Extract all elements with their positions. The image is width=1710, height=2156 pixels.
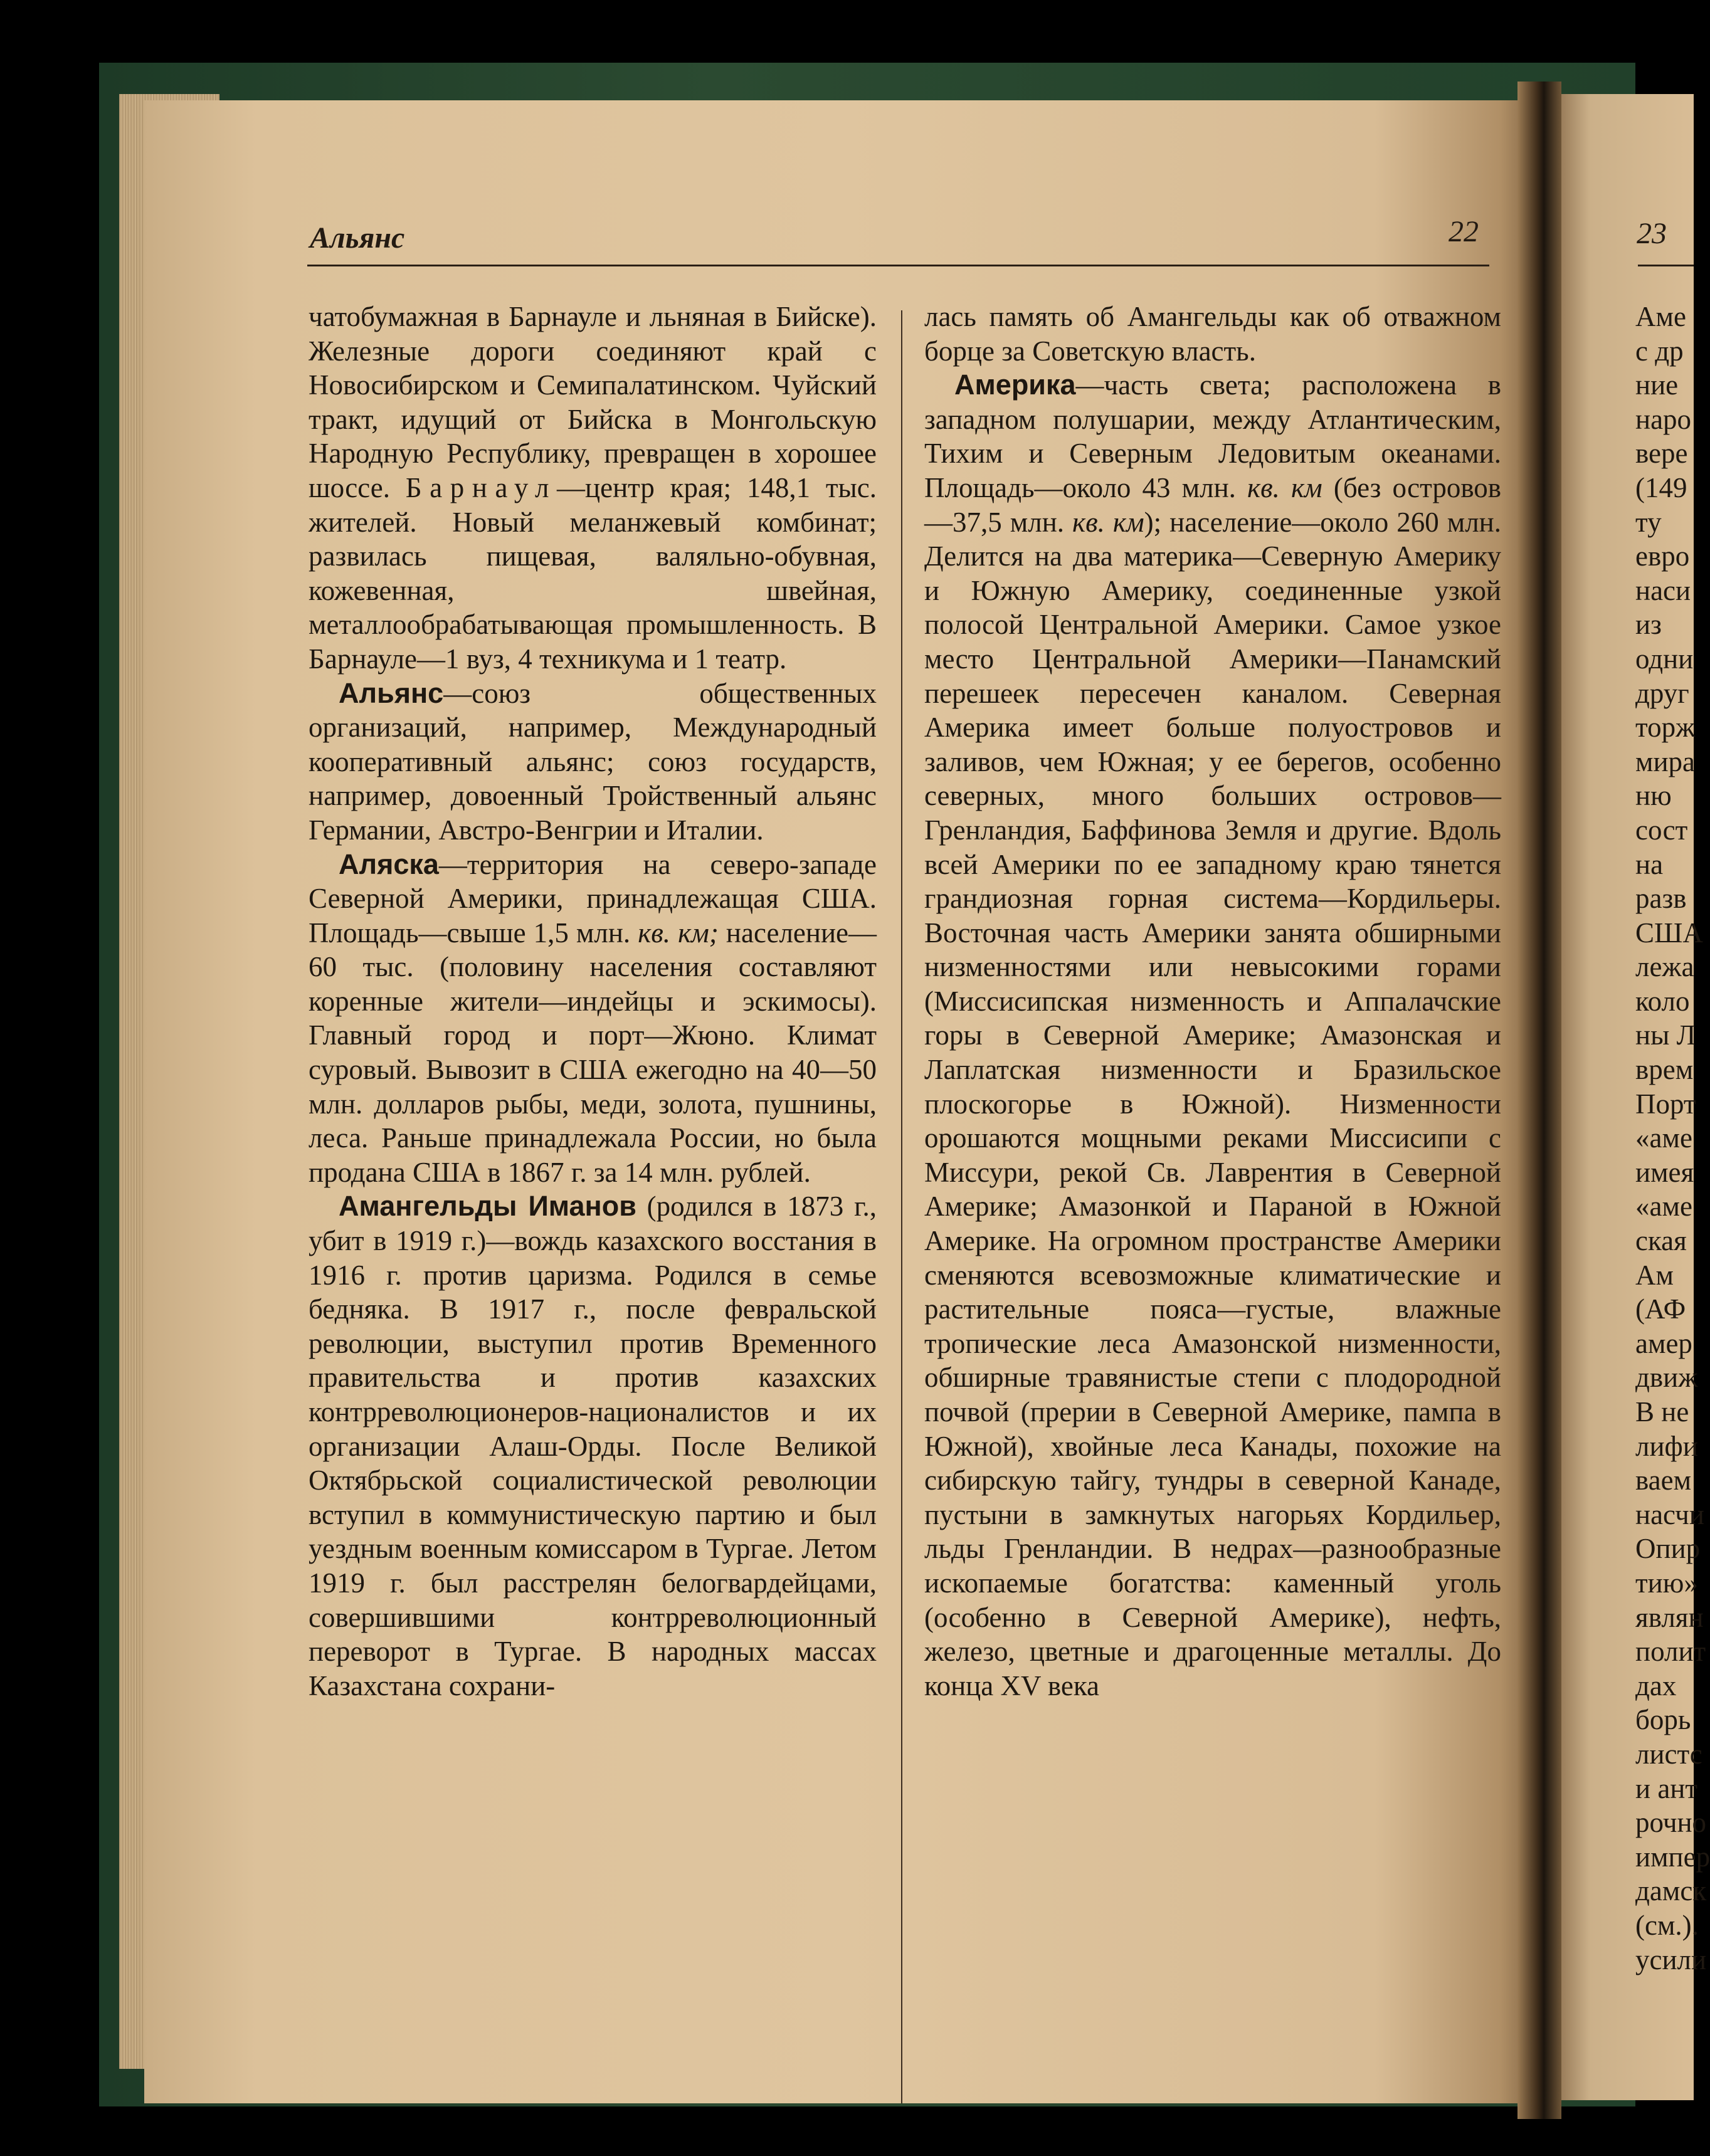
fragment-line: являн — [1635, 1601, 1704, 1633]
unit-text: кв. км; — [638, 917, 719, 949]
fragment-line: Порт — [1635, 1088, 1696, 1120]
entry-text: лась память об Амангельды как об отважном борце за Советскую власть. — [924, 301, 1501, 367]
fragment-line: борь — [1635, 1704, 1691, 1736]
entry-alaska — [309, 848, 877, 1190]
fragment-line: друг — [1635, 677, 1689, 709]
entry-term: Амангельды Иманов — [339, 1190, 636, 1223]
fragment-line: на — [1635, 848, 1664, 880]
entry-term: Америка — [954, 369, 1076, 401]
entry-alliance — [309, 676, 877, 848]
fragment-line: рочно — [1635, 1807, 1707, 1839]
fragment-line: ту — [1635, 506, 1662, 538]
fragment-line: дамск — [1635, 1875, 1707, 1907]
page-number-left: 22 — [1449, 215, 1479, 248]
fragment-line: дах — [1635, 1670, 1677, 1701]
fragment-line: ны Л — [1635, 1019, 1696, 1051]
fragment-line: движ — [1635, 1362, 1698, 1394]
fragment-line: из — [1635, 609, 1662, 641]
entry-text: (без островов—37,5 млн. — [924, 471, 1502, 538]
fragment-line: импер — [1635, 1841, 1710, 1873]
entry-text: —территория на северо-западе Северной Америки, принадлежащая США. Площадь—свыше 1,5 млн. — [309, 848, 877, 949]
fragment-line: коло — [1635, 985, 1690, 1017]
fragment-line: насчи — [1635, 1498, 1704, 1530]
entry-text: —союз общественных организаций, например, Международный кооперативный альянс; союз государств, например, довоенный Тройственный альянс Германии, Австро-Венгрии и Италии. — [309, 677, 877, 846]
left-column — [309, 300, 877, 1703]
entry-text: (родился в 1873 г., убит в 1919 г.)—вождь казахского восстания в 1916 г. против царизма. Родился в семье бедняка. В 1917 г., после февральской революции, выступил против Временного правительства и против казахских контрреволюционеров-националистов и их организации Алаш-Орды. После Великой Октябрьской социалистической революции вступил в коммунистическую партию и был уездным военным комиссаром в Тургае. Летом 1919 г. был расстрелян белогвардейцами, совершившими контрреволюционный переворот в Тургае. В народных массах Казахстана сохрани- — [309, 1191, 877, 1701]
fragment-line: с др — [1635, 335, 1684, 367]
column-divider — [901, 310, 902, 2103]
fragment-line: Аме — [1635, 301, 1686, 332]
fragment-line: В не — [1635, 1396, 1689, 1428]
fragment-line: ние — [1635, 369, 1679, 401]
fragment-line: и ант — [1635, 1772, 1698, 1804]
page-number-right: 23 — [1637, 217, 1667, 250]
entry-america — [924, 368, 1501, 1703]
fragment-line: сост — [1635, 814, 1688, 846]
entry-text: —часть света; расположена в западном полушарии, между Атлантическим, Тихим и Северным Ледовитым океанами. Площадь—около 43 млн. — [924, 369, 1501, 503]
entry-text: ); население—около 260 млн. Делится на два материка—Северную Америку и Южную Америку, соединенные узкой полосой Центральной Америки. Самое узкое место Центральной Америки—Панамский перешеек пересечен каналом. Северная Америка имеет больше полуостровов и заливов, чем Южная; у ее берегов, особенно северных, много больших островов—Гренландия, Баффинова Земля и другие. Вдоль всей Америки по ее западному краю тянется грандиозная горная система—Кордильеры. Восточная часть Америки занята обширными низменностями или невысокими горами (Миссисипская низменность и Аппалачские горы в Северной Америке; Амазонская и Лаплатская низменности и Бразильское плоскогорье в Южной). Низменности орошаются мощными реками Миссисипи с Миссури, рекой Св. Лаврентия в Северной Америке; Амазонкой и Параной в Южной Америке. На огромном пространстве Америки сменяются всевозможные климатические и растительные пояса—густые, влажные тропические леса Амазонской низменности, обширные травянистые степи с плодородной почвой (прерии в Северной Америке, пампа в Южной), хвойные леса Канады, похожие на сибирскую тайгу, тундры в северной Канаде, пустыни в замкнутых нагорьях Кордильер, льды Гренландии. В недрах—разнообразные ископаемые богатства: каменный уголь (особенно в Северной Америке), нефть, железо, цветные и драгоценные металлы. До конца XV века — [924, 506, 1502, 1701]
fragment-line: вере — [1635, 438, 1688, 470]
entry-text: —центр края; 148,1 тыс. жителей. Новый меланжевый комбинат; развилась пищевая, валяльно-обувная, кожевенная, швейная, металлообрабатывающая промышленность. В Барнауле—1 вуз, 4 техникума и 1 театр. — [309, 471, 877, 675]
entry-text: чатобумажная в Барнауле и льняная в Бийске). Железные дороги соединяют край с Новосибирском и Семипалатинском. Чуйский тракт, идущий от Бийска в Монгольскую Народную Республику, превращен в хорошее шоссе. — [309, 301, 877, 503]
next-page-column-fragment — [1635, 300, 1710, 1977]
fragment-line: усили — [1635, 1943, 1707, 1975]
fragment-line: «аме — [1635, 1122, 1692, 1154]
fragment-line: наро — [1635, 403, 1692, 435]
right-column — [924, 300, 1501, 1703]
fragment-line: наси — [1635, 574, 1691, 606]
fragment-line: «аме — [1635, 1191, 1692, 1223]
entry-text: население—60 тыс. (половину населения составляют коренные жители—индейцы и эскимосы). Главный город и порт—Жюно. Климат суровый. Вывозит в США ежегодно на 40—50 млн. долларов рыбы, меди, золота, пушнины, леса. Раньше принадлежала России, но была продана США в 1867 г. за 14 млн. рублей. — [309, 917, 877, 1188]
fragment-line: США — [1635, 917, 1703, 949]
fragment-line: ская — [1635, 1225, 1687, 1257]
fragment-line: (см.). — [1635, 1909, 1699, 1941]
fragment-line: полит — [1635, 1636, 1706, 1668]
fragment-line: разв — [1635, 883, 1687, 915]
fragment-line: евро — [1635, 540, 1690, 572]
fragment-line: лифи — [1635, 1430, 1698, 1462]
fragment-line: листс — [1635, 1738, 1702, 1770]
header-rule-left — [307, 265, 1489, 266]
entry-term: Аляска — [339, 848, 439, 880]
fragment-line: тию» — [1635, 1567, 1698, 1599]
running-head: Альянс — [310, 221, 405, 255]
unit-text: кв. км — [1072, 506, 1144, 538]
book-gutter — [1517, 82, 1561, 2119]
entry-altai-continuation — [309, 300, 877, 676]
fragment-line: имея — [1635, 1156, 1694, 1188]
fragment-line: (149 — [1635, 471, 1687, 503]
fragment-line: торж — [1635, 712, 1696, 744]
fragment-line: (АФ — [1635, 1293, 1686, 1325]
fragment-line: ню — [1635, 780, 1672, 812]
fragment-line: лежа — [1635, 951, 1694, 983]
fragment-line: мира — [1635, 745, 1696, 777]
entry-term: Альянс — [339, 676, 444, 709]
city-name: Барнаул — [405, 471, 557, 503]
unit-text: кв. км — [1247, 471, 1322, 503]
fragment-line: амер — [1635, 1327, 1692, 1359]
entry-amangeldy-continuation — [924, 300, 1501, 368]
fragment-line: Опир — [1635, 1533, 1701, 1565]
entry-amangeldy — [309, 1189, 877, 1703]
fragment-line: Ам — [1635, 1259, 1674, 1291]
fragment-line: ваем — [1635, 1465, 1692, 1496]
fragment-line: одни — [1635, 643, 1694, 675]
fragment-line: врем — [1635, 1054, 1694, 1086]
header-rule-right — [1638, 265, 1694, 266]
